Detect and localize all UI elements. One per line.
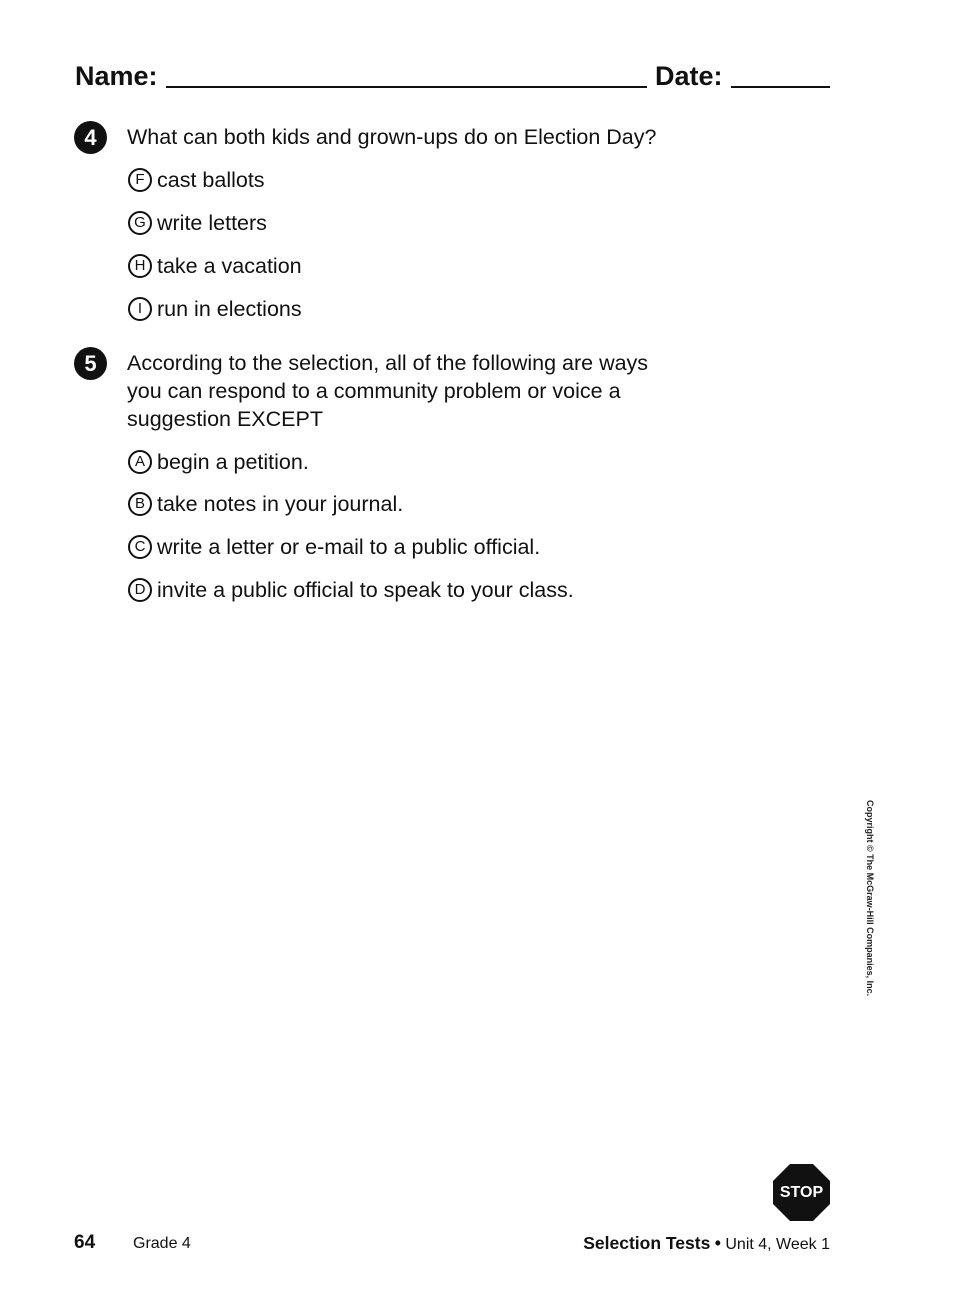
option-text: invite a public official to speak to your class. xyxy=(157,578,574,602)
name-date-header xyxy=(75,52,830,92)
answer-bubble[interactable]: I xyxy=(128,297,152,321)
option-text: begin a petition. xyxy=(157,450,309,474)
stop-label: STOP xyxy=(779,1183,824,1201)
option-text: run in elections xyxy=(157,297,302,321)
name-field[interactable] xyxy=(166,82,647,88)
option-text: cast ballots xyxy=(157,168,265,192)
answer-bubble[interactable]: H xyxy=(128,254,152,278)
question-5-option-a[interactable] xyxy=(128,449,309,475)
question-4-option-f[interactable] xyxy=(128,167,265,193)
date-field[interactable] xyxy=(731,82,830,88)
question-5-line-1: According to the selection, all of the following are ways xyxy=(127,351,649,375)
answer-bubble[interactable]: C xyxy=(128,535,152,559)
question-5-option-b[interactable] xyxy=(128,491,403,517)
question-4-option-h[interactable] xyxy=(128,253,302,279)
answer-bubble[interactable]: F xyxy=(128,168,152,192)
footer-section xyxy=(583,1233,830,1254)
option-text: write a letter or e-mail to a public official. xyxy=(157,535,541,559)
question-number-5: 5 xyxy=(74,347,107,380)
page-number: 64 xyxy=(74,1232,96,1253)
option-text: take a vacation xyxy=(157,254,302,278)
question-4-option-i[interactable] xyxy=(128,296,302,322)
copyright-notice: Copyright © The McGraw-Hill Companies, Inc. xyxy=(865,800,875,997)
question-5-line-3: suggestion EXCEPT xyxy=(127,407,323,431)
answer-bubble[interactable]: B xyxy=(128,492,152,516)
answer-bubble[interactable]: D xyxy=(128,578,152,602)
question-4-option-g[interactable] xyxy=(128,210,267,236)
name-label: Name: xyxy=(75,61,158,91)
section-title: Selection Tests xyxy=(583,1233,711,1253)
question-4-text: What can both kids and grown-ups do on Election Day? xyxy=(127,125,657,149)
answer-bubble[interactable]: G xyxy=(128,211,152,235)
option-text: write letters xyxy=(157,211,267,235)
question-5-text xyxy=(127,349,727,433)
question-number-4: 4 xyxy=(74,121,107,154)
date-label: Date: xyxy=(655,61,723,91)
option-text: take notes in your journal. xyxy=(157,492,404,516)
footer-separator: • xyxy=(714,1233,721,1253)
unit-week: Unit 4, Week 1 xyxy=(725,1236,830,1253)
question-5-option-c[interactable] xyxy=(128,534,540,560)
question-5-line-2: you can respond to a community problem or voice a xyxy=(127,379,621,403)
grade-label: Grade 4 xyxy=(133,1235,191,1252)
question-5-option-d[interactable] xyxy=(128,577,574,603)
answer-bubble[interactable]: A xyxy=(128,450,152,474)
